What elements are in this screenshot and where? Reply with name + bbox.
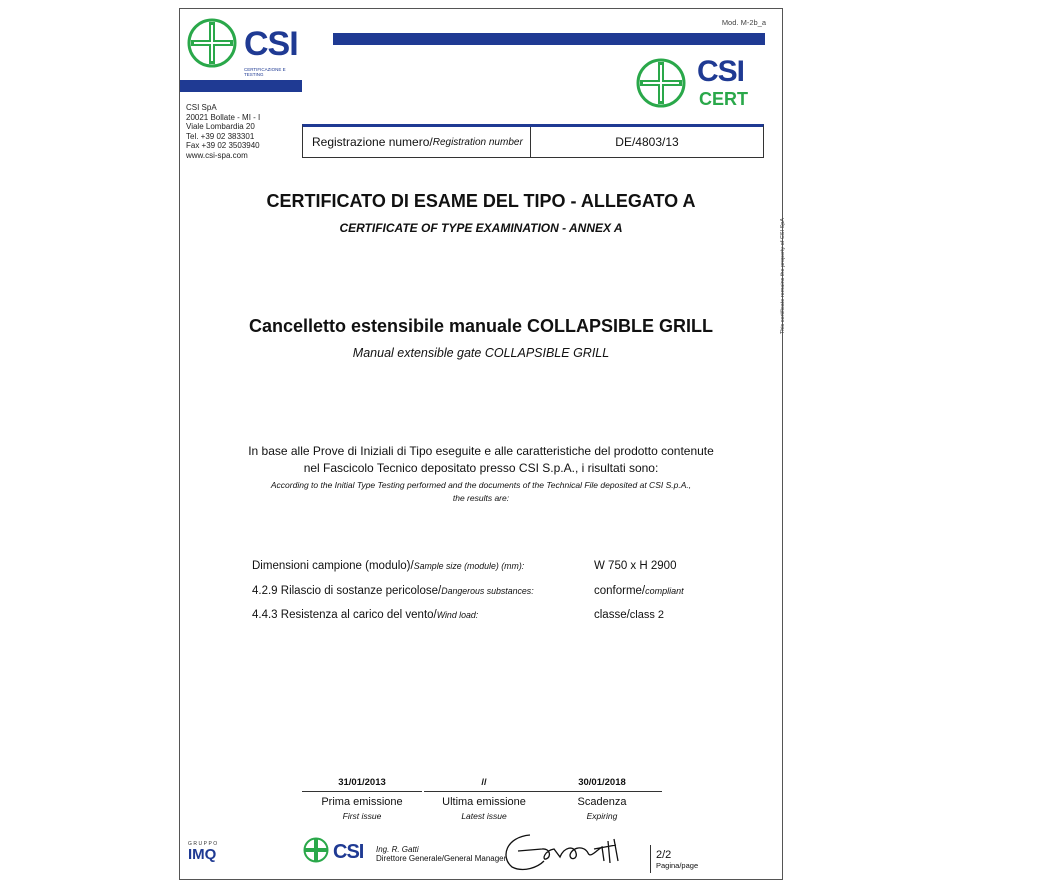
imq-logo xyxy=(188,841,219,862)
address-line: Tel. +39 02 383301 xyxy=(186,131,255,141)
csi-logo-subtext: CERTIFICAZIONE E TESTING xyxy=(244,67,286,77)
date-first-issue: 31/01/2013 Prima emissione First issue xyxy=(302,777,422,821)
address-line: Fax +39 02 3503940 xyxy=(186,141,260,151)
product-name-en: Manual extensible gate COLLAPSIBLE GRILL xyxy=(352,346,610,360)
result-label: 4.4.3 Resistenza al carico del vento/Wind load: xyxy=(252,609,479,621)
footer-cross-icon xyxy=(303,837,329,863)
address-line: Viale Lombardia 20 xyxy=(186,122,255,132)
result-value: conforme/compliant xyxy=(594,585,684,597)
registration-box xyxy=(302,124,764,158)
page-number: 2/2 xyxy=(656,849,672,861)
left-blue-bar xyxy=(180,80,302,92)
signature-image xyxy=(498,827,638,873)
intro-text: In base alle Prove di Iniziali di Tipo eseguite e alle caratteristiche del prodotto contenute nel Fascicolo Tecnico depositato presso CSI S.p.A., i risultati sono: xyxy=(248,444,714,475)
page-divider xyxy=(650,845,651,873)
company-address xyxy=(186,103,260,161)
certificate-title-en: CERTIFICATE OF TYPE EXAMINATION - ANNEX A xyxy=(339,221,623,235)
certificate-page xyxy=(179,8,783,880)
csi-cert-logo-bottom: CERT xyxy=(699,89,748,109)
csi-cert-logo xyxy=(635,55,770,111)
result-value: W 750 x H 2900 xyxy=(594,560,677,572)
csi-cert-cross-icon xyxy=(635,57,687,109)
csi-logo xyxy=(186,17,306,77)
product-name: Cancelletto estensibile manuale COLLAPSIBLE GRILL xyxy=(248,316,714,336)
page-label: Pagina/page xyxy=(656,861,699,870)
signer-block xyxy=(376,845,506,863)
imq-text: IMQ xyxy=(188,846,217,863)
result-label: Dimensioni campione (modulo)/Sample size (module) (mm): xyxy=(252,560,525,572)
date-expiring: 30/01/2018 Scadenza Expiring xyxy=(542,777,662,821)
address-line: www.csi-spa.com xyxy=(186,150,248,160)
address-line: 20021 Bollate - MI - I xyxy=(186,112,261,122)
form-code: Mod. M-2b_a xyxy=(721,18,766,27)
csi-logo-text: CSI xyxy=(244,25,298,63)
side-note: This certificate remains the property of CSI SpA xyxy=(780,218,786,335)
address-line: CSI SpA xyxy=(186,103,217,112)
footer-csi-logo: CSI xyxy=(333,841,364,863)
signer-name: Ing. R. Gatti xyxy=(376,845,419,854)
registration-number: DE/4803/13 xyxy=(615,135,679,149)
result-label: 4.2.9 Rilascio di sostanze pericolose/Dangerous substances: xyxy=(252,585,534,597)
registration-label: Registrazione numero/ Registration number xyxy=(303,127,531,157)
certificate-title: CERTIFICATO DI ESAME DEL TIPO - ALLEGATO A xyxy=(266,191,696,211)
date-latest-issue: // Ultima emissione Latest issue xyxy=(424,777,544,821)
csi-cert-logo-top: CSI xyxy=(697,55,745,88)
page-number-block xyxy=(656,849,698,870)
signer-role: Direttore Generale/General Manager xyxy=(376,854,507,863)
top-blue-bar xyxy=(333,33,765,45)
result-value: classe/class 2 xyxy=(594,609,665,621)
intro-text-en: According to the Initial Type Testing performed and the documents of the Technical File deposited at CSI S.p.A., the results are: xyxy=(270,480,692,503)
csi-cross-icon xyxy=(186,17,238,69)
imq-gruppo: GRUPPO xyxy=(188,841,219,847)
